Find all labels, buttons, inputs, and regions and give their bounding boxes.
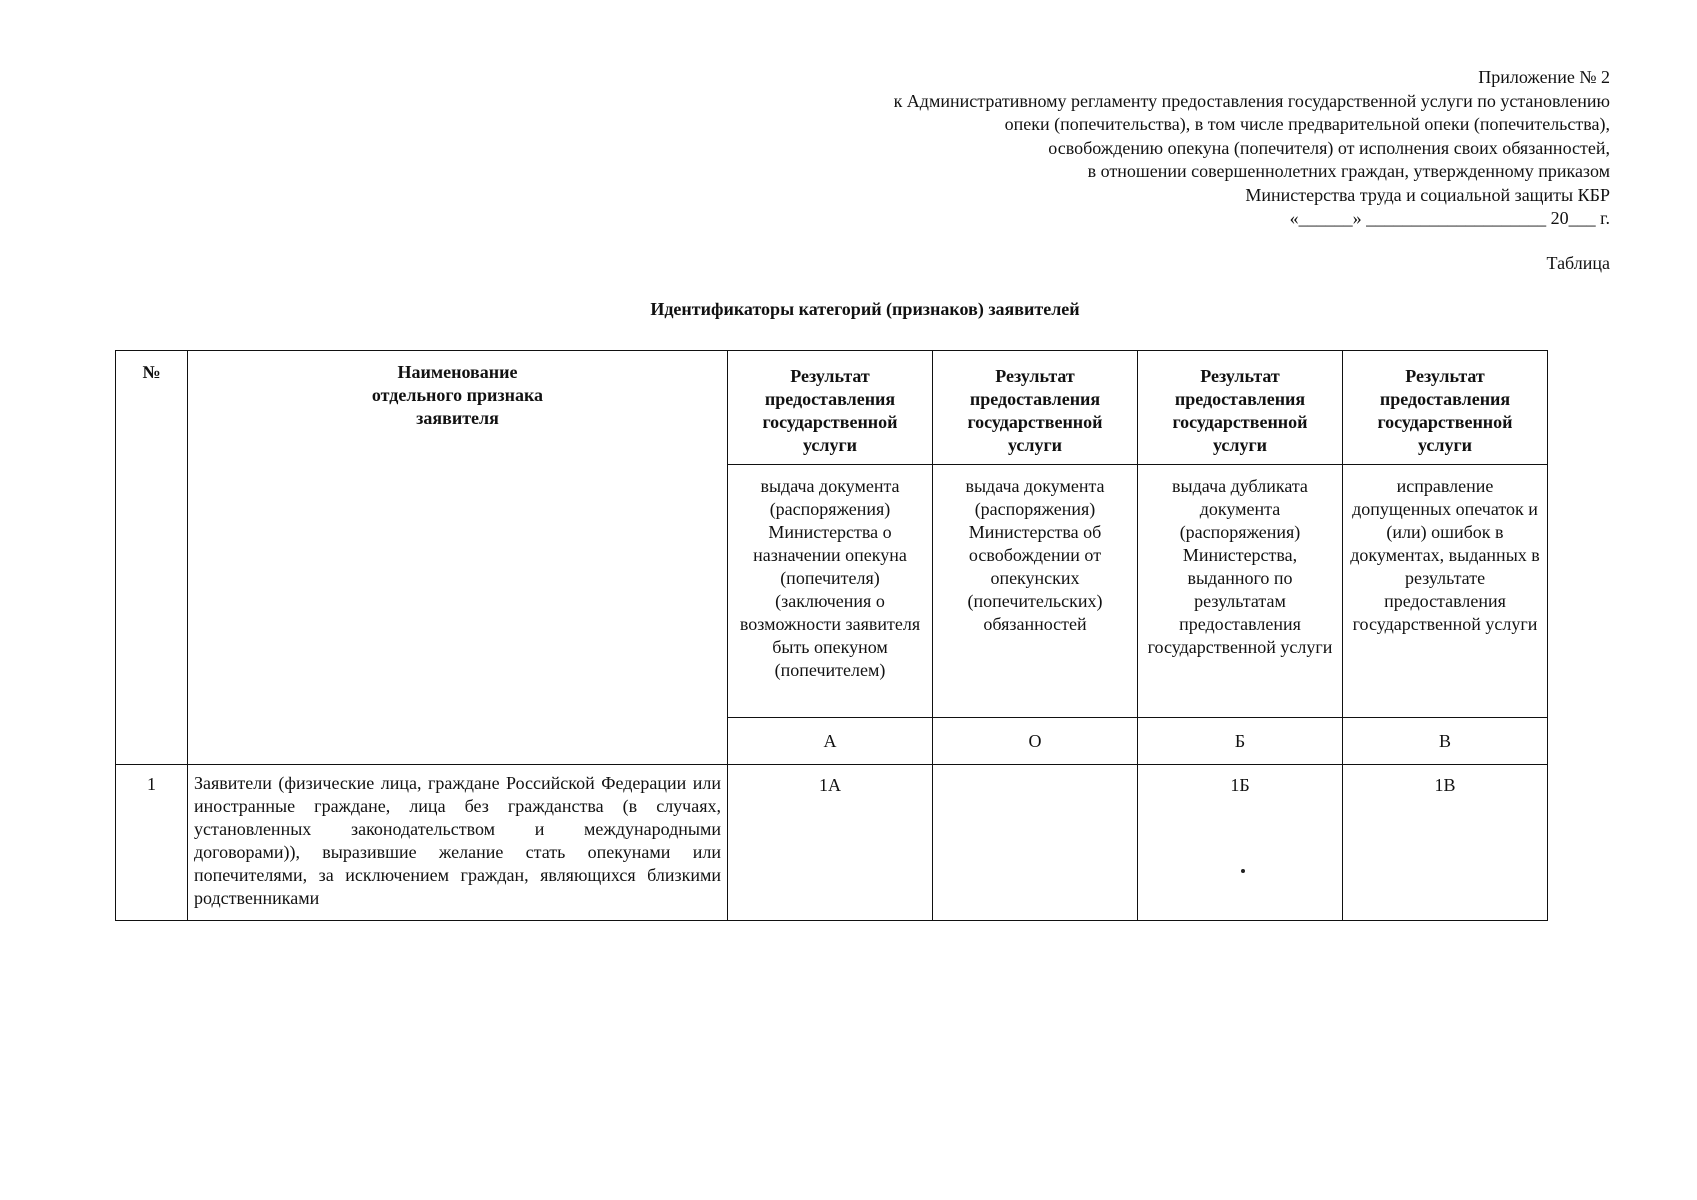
result-header-v: Результат предоставления государственной услуги [1343,351,1548,465]
name-header-text: Наименование отдельного признака заявителя [371,362,544,428]
result-code-b: Б [1138,718,1343,765]
row-identifier-b: 1Б [1138,765,1343,921]
result-description-b: выдача дубликата документа (распоряжения) Министерства, выданного по результатам предоставления государственной услуги [1138,465,1343,718]
name-column-header [188,351,728,765]
table-label: Таблица [1546,253,1610,273]
appendix-number: Приложение № 2 [1478,67,1610,87]
appendix-header [710,66,1610,231]
result-header-o: Результат предоставления государственной услуги [933,351,1138,465]
row-identifier-o [933,765,1138,921]
row-number: 1 [116,765,188,921]
result-code-o: О [933,718,1138,765]
date-placeholder-line: «______» ____________________ 20___ г. [1289,208,1610,228]
result-description-a: выдача документа (распоряжения) Министерства о назначении опекуна (попечителя) (заключения о возможности заявителя быть опекуном (попечителем) [728,465,933,718]
table-header-row [116,351,1548,465]
result-header-a: Результат предоставления государственной услуги [728,351,933,465]
regulation-line-1: к Административному регламенту предоставления государственной услуги по установлению [893,90,1610,111]
regulation-line-3: освобождению опекуна (попечителя) от исполнения своих обязанностей, [1048,137,1610,158]
regulation-line-5: Министерства труда и социальной защиты КБР [1245,184,1610,205]
regulation-line-4: в отношении совершеннолетних граждан, утвержденному приказом [1087,161,1610,181]
table-row [116,765,1548,921]
applicant-category-table [115,350,1548,921]
row-identifier-a: 1А [728,765,933,921]
row-identifier-v: 1В [1343,765,1548,921]
row-applicant-description: Заявители (физические лица, граждане Российской Федерации или иностранные граждане, лица без гражданства (в случаях, установленных законодательством и международными договорами)), выразившие желание стать опекунами или попечителями, за исключением граждан, являющихся близкими родственниками [188,765,728,921]
regulation-line-2: опеки (попечительства), в том числе предварительной опеки (попечительства), [1004,114,1610,134]
number-column-header: № [116,351,188,765]
result-code-a: А [728,718,933,765]
result-code-v: В [1343,718,1548,765]
result-description-v: исправление допущенных опечаток и (или) ошибок в документах, выданных в результате предоставления государственной услуги [1343,465,1548,718]
scan-speck [1241,869,1245,873]
result-description-o: выдача документа (распоряжения) Министерства об освобождении от опекунских (попечительских) обязанностей [933,465,1138,718]
document-title: Идентификаторы категорий (признаков) заявителей [650,299,1080,319]
result-header-b: Результат предоставления государственной услуги [1138,351,1343,465]
